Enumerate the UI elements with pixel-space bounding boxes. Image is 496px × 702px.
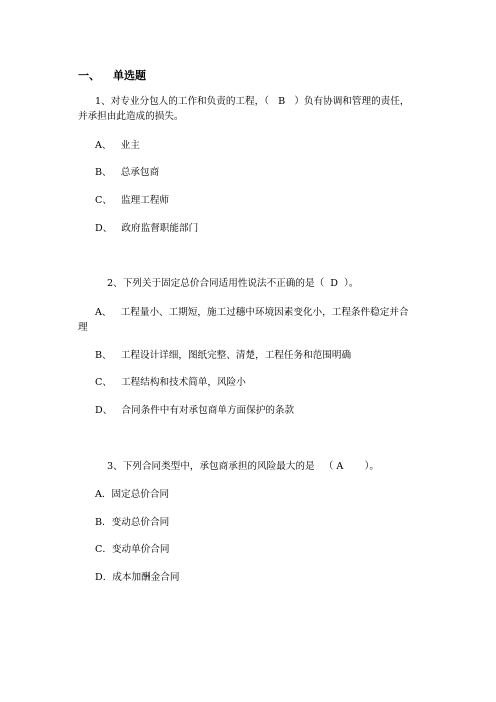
question-2-option-a-line-2: 理 xyxy=(78,322,88,333)
question-3-stem: 3、下列合同类型中，承包商承担的风险最大的是 （ A ）。 xyxy=(107,461,380,472)
question-2-option-a-line-1: A、 工程量小、工期短，施工过穗中环境因素变化小，工程条件稳定并合 xyxy=(95,307,409,318)
question-1-stem-line-1: 1、对专业分包人的工作和负责的工程，（ B ）负有协调和管理的责任， xyxy=(95,96,410,107)
question-3-option-a: A．固定总价合同 xyxy=(95,489,170,500)
question-3-option-b: B．变动总价合同 xyxy=(95,517,170,528)
question-1-option-a: A、 业主 xyxy=(95,140,140,151)
question-2-option-c: C、 工程结构和技术简单，风险小 xyxy=(95,377,246,388)
question-2-option-d: D、 合同条件中有对承包商单方面保护的条款 xyxy=(95,405,295,416)
question-3-option-c: C．变动单价合同 xyxy=(95,544,170,555)
section-title: 单选题 xyxy=(113,69,146,82)
question-3-option-d: D．成本加酬金合同 xyxy=(95,572,180,583)
question-1-stem-line-2: 并承担由此造成的损失。 xyxy=(78,111,184,122)
question-2-option-b: B、 工程设计详细，图纸完整、清楚，工程任务和范围明确 xyxy=(95,350,352,361)
question-1-option-b: B、 总承包商 xyxy=(95,167,160,178)
section-number: 一、 xyxy=(78,69,100,82)
question-1-option-c: C、 监理工程师 xyxy=(95,195,170,206)
question-2-stem: 2、下列关于固定总价合同适用性说法不正确的是（ D ）。 xyxy=(107,278,359,289)
question-1-option-d: D、 政府监督职能部门 xyxy=(95,223,199,234)
